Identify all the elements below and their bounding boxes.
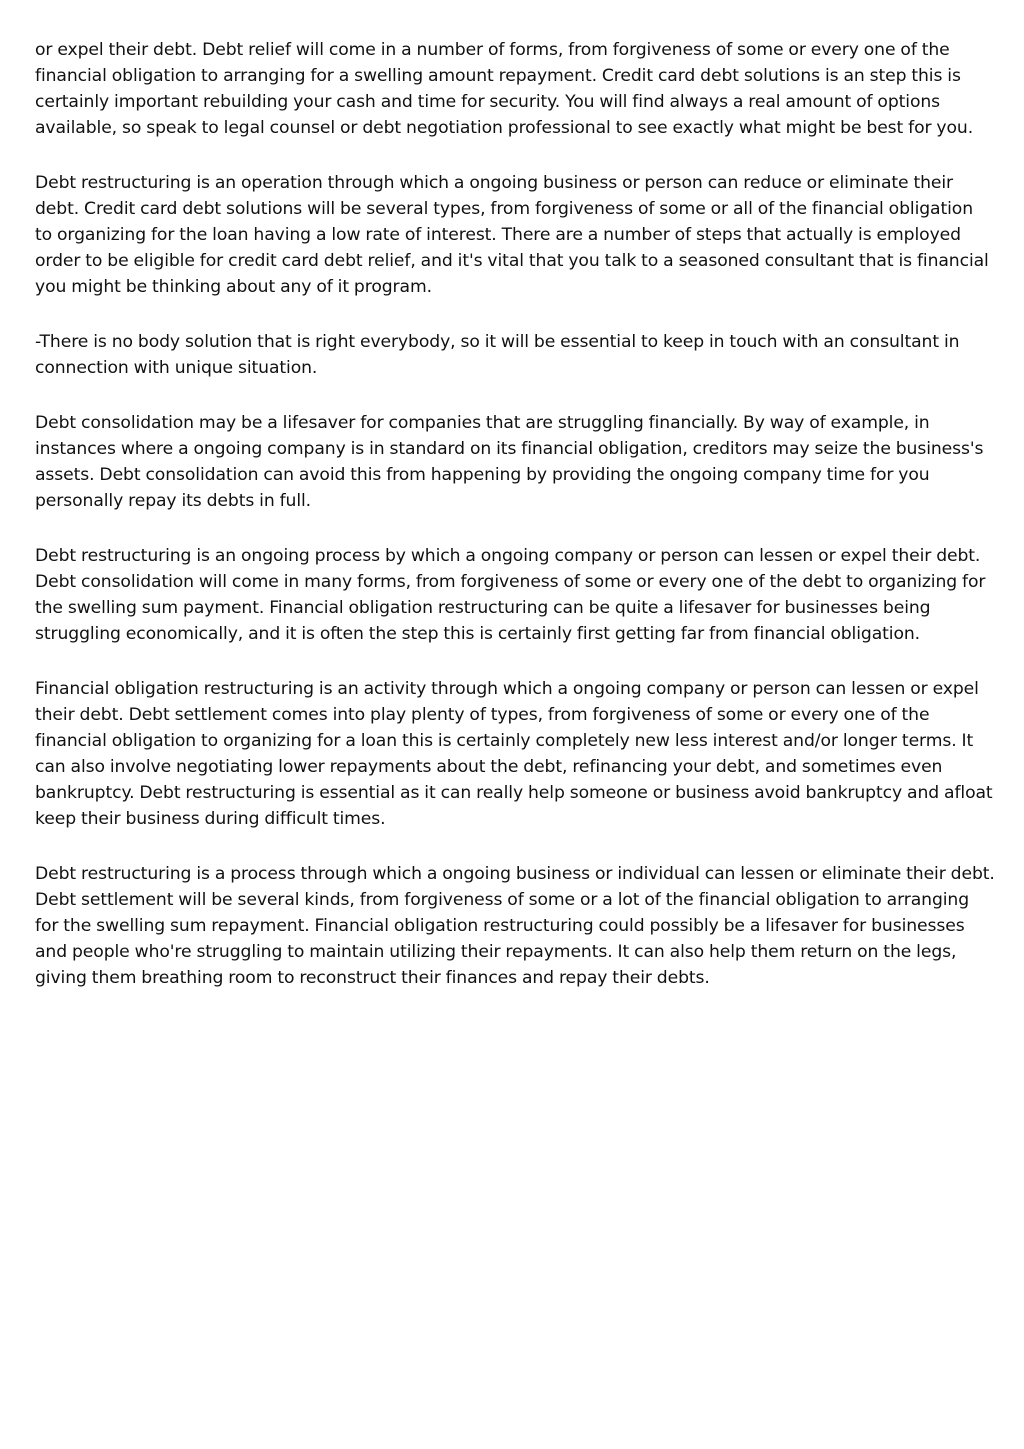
paragraph-3: -There is no body solution that is right everybody, so it will be essential to keep in touch with an consultant in connection with unique situation. bbox=[35, 332, 960, 378]
paragraph-6: Financial obligation restructuring is an activity through which a ongoing company or person can lessen or expel their debt. Debt settlement comes into play plenty of types, from forgiveness of some or every one of the financial obligation to organizing for a loan this is certainly completely new less interest and/or longer terms. It can also involve negotiating lower repayments about the debt, refinancing your debt, and sometimes even bankruptcy. Debt restructuring is essential as it can really help someone or business avoid bankruptcy and afloat keep their business during difficult times. bbox=[35, 679, 993, 829]
paragraph-7: Debt restructuring is a process through which a ongoing business or individual can lessen or eliminate their debt. Debt settlement will be several kinds, from forgiveness of some or a lot of the financial obligation to arranging for the swelling sum repayment. Financial obligation restructuring could possibly be a lifesaver for businesses and people who're struggling to maintain utilizing their repayments. It can also help them return on the legs, giving them breathing room to reconstruct their finances and repay their debts. bbox=[35, 864, 995, 988]
paragraph-4: Debt consolidation may be a lifesaver for companies that are struggling financially. By way of example, in instances where a ongoing company is in standard on its financial obligation, creditors may seize the business's assets. Debt consolidation can avoid this from happening by providing the ongoing company time for you personally repay its debts in full. bbox=[35, 413, 984, 511]
document-body bbox=[35, 37, 995, 1020]
paragraph-2: Debt restructuring is an operation through which a ongoing business or person can reduce or eliminate their debt. Credit card debt solutions will be several types, from forgiveness of some or all of the financial obligation to organizing for the loan having a low rate of interest. There are a number of steps that actually is employed order to be eligible for credit card debt relief, and it's vital that you talk to a seasoned consultant that is financial you might be thinking about any of it program. bbox=[35, 173, 989, 297]
paragraph-1: or expel their debt. Debt relief will come in a number of forms, from forgiveness of some or every one of the financial obligation to arranging for a swelling amount repayment. Credit card debt solutions is an step this is certainly important rebuilding your cash and time for security. You will find always a real amount of options available, so speak to legal counsel or debt negotiation professional to see exactly what might be best for you. bbox=[35, 40, 974, 138]
paragraph-5: Debt restructuring is an ongoing process by which a ongoing company or person can lessen or expel their debt. Debt consolidation will come in many forms, from forgiveness of some or every one of the debt to organizing for the swelling sum payment. Financial obligation restructuring can be quite a lifesaver for businesses being struggling economically, and it is often the step this is certainly first getting far from financial obligation. bbox=[35, 546, 986, 644]
